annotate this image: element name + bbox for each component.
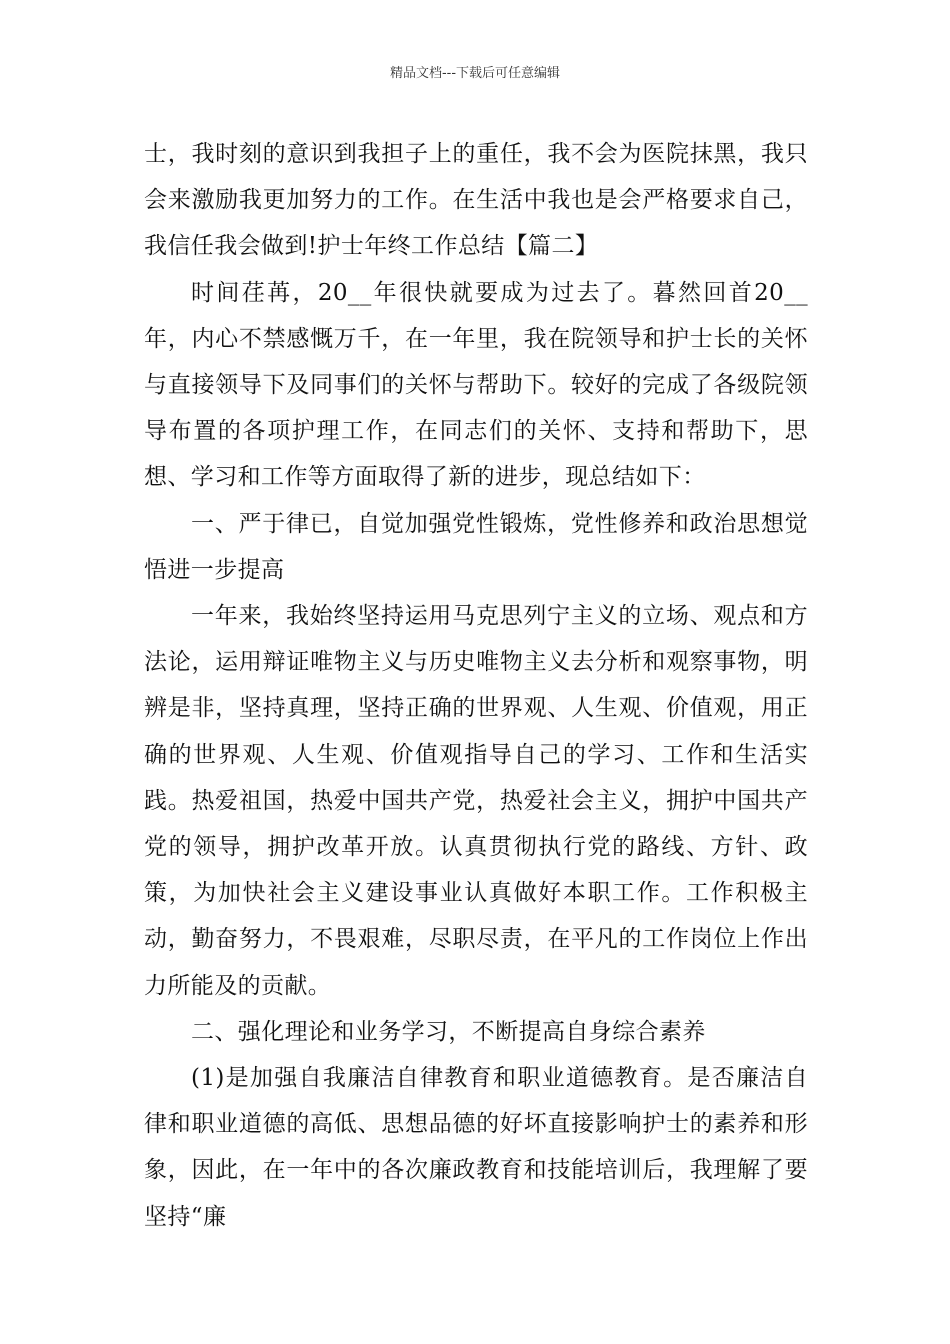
section-heading-1: 一、严于律已，自觉加强党性锻炼，党性修养和政治思想觉悟进一步提高 [144, 510, 808, 583]
page-header: 精品文档---下载后可任意编辑 [389, 66, 561, 81]
paragraph-1: 士，我时刻的意识到我担子上的重任，我不会为医院抹黑，我只会来激励我更加努力的工作。在生活中我也是会严格要求自己，我信任我会做到!护士年终工作总结【篇二】 [144, 141, 808, 260]
paragraph-4: (1)是加强自我廉洁自律教育和职业道德教育。是否廉洁自律和职业道德的高低、思想品德的好坏直接影响护士的素养和形象，因此，在一年中的各次廉政教育和技能培训后，我理解了要坚持“廉 [144, 1065, 808, 1230]
paragraph-3: 一年来，我始终坚持运用马克思列宁主义的立场、观点和方法论，运用辩证唯物主义与历史唯物主义去分析和观察事物，明辨是非，坚持真理，坚持正确的世界观、人生观、价值观，用正确的世界观、人生观、价值观指导自己的学习、工作和生活实践。热爱祖国，热爱中国共产党，热爱社会主义，拥护中国共产党的领导，拥护改革开放。认真贯彻执行党的路线、方针、政策，为加快社会主义建设事业认真做好本职工作。工作积极主动，勤奋努力，不畏艰难，尽职尽责，在平凡的工作岗位上作出力所能及的贡献。 [144, 603, 808, 999]
paragraph-2: 时间荏苒，20__年很快就要成为过去了。暮然回首20__年，内心不禁感慨万千，在一年里，我在院领导和护士长的关怀与直接领导下及同事们的关怀与帮助下。较好的完成了各级院领导布置的各项护理工作，在同志们的关怀、支持和帮助下，思想、学习和工作等方面取得了新的进步，现总结如下： [144, 279, 808, 491]
section-heading-2: 二、强化理论和业务学习，不断提高自身综合素养 [191, 1018, 706, 1045]
document-body [144, 131, 808, 1240]
